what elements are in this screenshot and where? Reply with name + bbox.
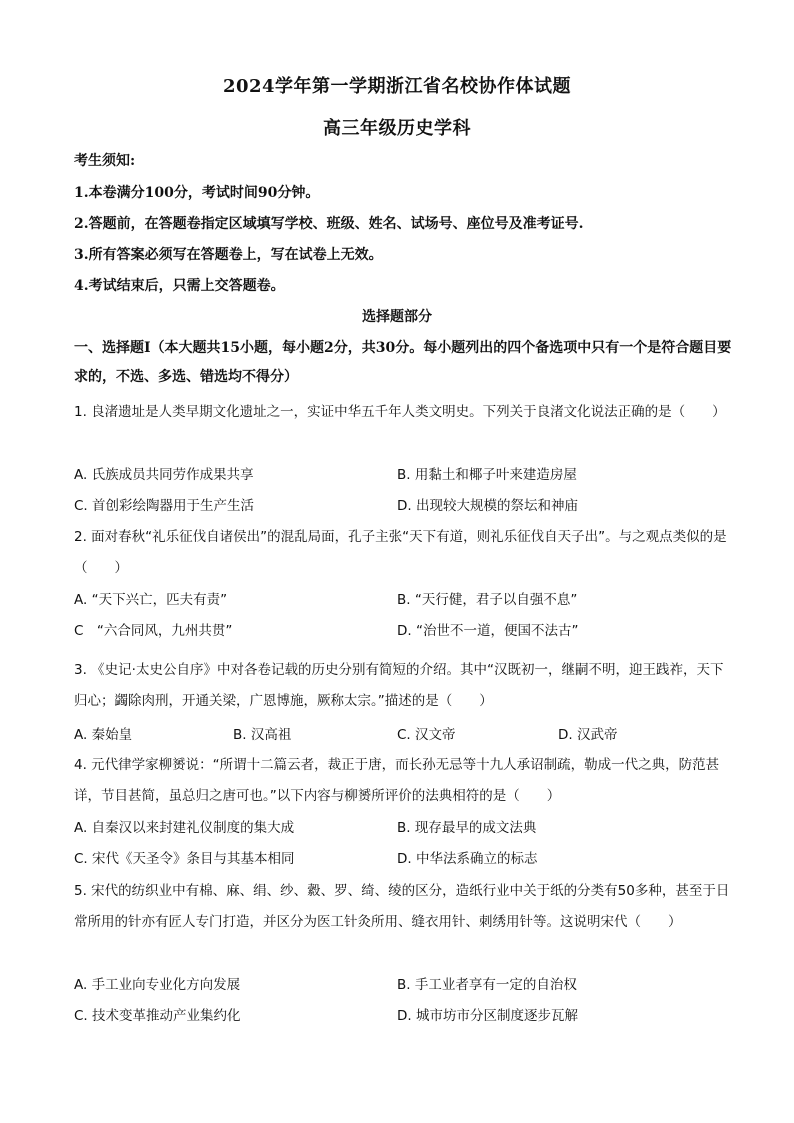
question-4-options-row-2	[74, 847, 734, 867]
question-2-options-row-1	[74, 588, 734, 608]
part-heading: 一、选择题Ⅰ（本大题共15小题，每小题2分，共30分。每小题列出的四个备选项中只有一个是符合题目要求的，不选、多选、错选均不得分）	[74, 340, 732, 385]
notice-item-3: 3.所有答案必须写在答题卷上，写在试卷上无效。	[74, 247, 383, 263]
question-5-option-a: A. 手工业向专业化方向发展	[74, 977, 241, 993]
question-4-options-row-1	[74, 816, 734, 836]
question-5-option-c: C. 技术变革推动产业集约化	[74, 1008, 241, 1024]
question-5-options-row-1	[74, 973, 734, 993]
question-5-options-row-2	[74, 1004, 734, 1024]
question-5-option-b: B. 手工业者享有一定的自治权	[397, 977, 577, 993]
question-2-option-c: C “六合同风，九州共贯”	[74, 623, 233, 639]
question-3-stem: 3. 《史记·太史公自序》中对各卷记载的历史分别有简短的介绍。其中“汉既初一，继嗣不明，迎王践祚，天下归心；蠲除肉刑，开通关梁，广恩博施，厥称太宗。”描述的是（ ）	[74, 662, 724, 709]
question-3-options-row	[74, 723, 734, 743]
question-3-option-c: C. 汉文帝	[397, 727, 456, 743]
question-4-option-c: C. 宋代《天圣令》条目与其基本相同	[74, 851, 295, 867]
notice-heading: 考生须知:	[74, 153, 136, 169]
question-5-option-d: D. 城市坊市分区制度逐步瓦解	[397, 1008, 578, 1024]
notice-item-4: 4.考试结束后，只需上交答题卷。	[74, 278, 285, 294]
exam-title: 2024学年第一学期浙江省名校协作体试题	[222, 76, 572, 97]
question-3-option-d: D. 汉武帝	[558, 727, 618, 743]
question-1-option-d: D. 出现较大规模的祭坛和神庙	[397, 498, 578, 514]
question-2-option-b: B. “天行健，君子以自强不息”	[397, 592, 578, 608]
question-1-option-a: A. 氏族成员共同劳作成果共享	[74, 467, 254, 483]
question-2-options-row-2	[74, 619, 734, 639]
question-2-stem: 2. 面对春秋“礼乐征伐自诸侯出”的混乱局面，孔子主张“天下有道，则礼乐征伐自天子出”。与之观点类似的是（ ）	[74, 529, 727, 576]
section-title: 选择题部分	[362, 309, 432, 325]
question-1-option-c: C. 首创彩绘陶器用于生产生活	[74, 498, 255, 514]
question-2-option-d: D. “治世不一道，便国不法古”	[397, 623, 579, 639]
question-4-option-a: A. 自秦汉以来封建礼仪制度的集大成	[74, 820, 295, 836]
notice-item-2: 2.答题前，在答题卷指定区域填写学校、班级、姓名、试场号、座位号及准考证号.	[74, 216, 584, 232]
question-4-option-d: D. 中华法系确立的标志	[397, 851, 538, 867]
question-1-stem: 1. 良渚遗址是人类早期文化遗址之一，实证中华五千年人类文明史。下列关于良渚文化说法正确的是（ ）	[74, 404, 726, 420]
question-5-stem: 5. 宋代的纺织业中有棉、麻、绢、纱、縠、罗、绮、绫的区分，造纸行业中关于纸的分类有50多种，甚至于日常所用的针亦有匠人专门打造，并区分为医工针灸所用、缝衣用针、刺绣用针等。这说明宋代（ ）	[74, 883, 730, 930]
notice-item-1: 1.本卷满分100分，考试时间90分钟。	[74, 185, 320, 201]
question-3-option-a: A. 秦始皇	[74, 727, 133, 743]
exam-subtitle: 高三年级历史学科	[323, 118, 471, 139]
question-1-options-row-2	[74, 494, 734, 514]
question-1-options-row-1	[74, 463, 734, 483]
question-2-option-a: A. “天下兴亡，匹夫有责”	[74, 592, 228, 608]
question-1-option-b: B. 用黏土和椰子叶来建造房屋	[397, 467, 577, 483]
question-4-option-b: B. 现存最早的成文法典	[397, 820, 537, 836]
question-4-stem: 4. 元代律学家柳赟说：“所谓十二篇云者，裁正于唐，而长孙无忌等十九人承诏制疏，勒成一代之典，防范甚详，节目甚简，虽总归之唐可也。”以下内容与柳赟所评价的法典相符的是（ ）	[74, 757, 720, 804]
question-3-option-b: B. 汉高祖	[233, 727, 292, 743]
